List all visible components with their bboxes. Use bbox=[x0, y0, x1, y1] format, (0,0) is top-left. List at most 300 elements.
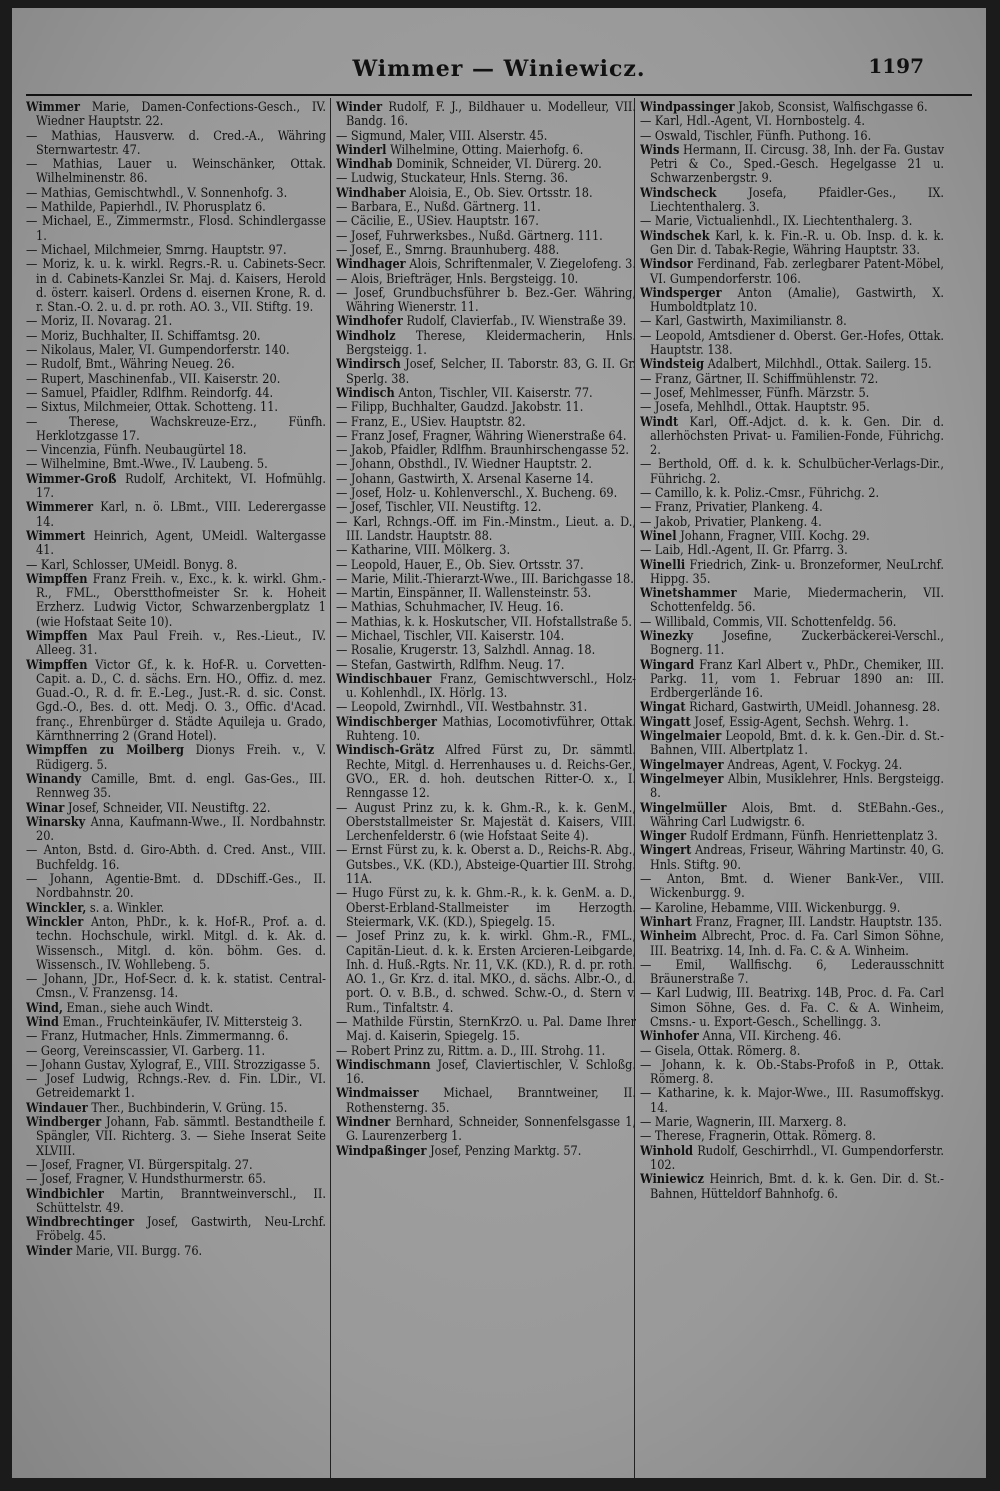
entry-text: — Rosalie, Krugerstr. 13, Salzhdl. Annag. 18. bbox=[336, 642, 596, 658]
entry-text: — Mathias, k. k. Hoskutscher, VII. Hofstallstraße 5. bbox=[336, 613, 633, 629]
entry-surname: Windischmann bbox=[336, 1056, 431, 1072]
directory-entry bbox=[26, 558, 326, 572]
directory-entry bbox=[26, 472, 326, 501]
entry-text: Hermann, II. Circusg. 38, Inh. der Fa. Gustav Petri & Co., Sped.-Gesch. Hegelgasse 21 u. Schwarzenbergstr. 9. bbox=[650, 141, 944, 186]
entry-text: Therese, Kleidermacherin, Hnls. Bergsteigg. 1. bbox=[346, 327, 636, 358]
entry-text: — Oswald, Tischler, Fünfh. Puthong. 16. bbox=[640, 127, 872, 143]
directory-entry bbox=[336, 257, 636, 271]
directory-entry bbox=[640, 529, 944, 543]
directory-entry bbox=[640, 1044, 944, 1058]
directory-entry bbox=[640, 872, 944, 901]
entry-text: Eman., siehe auch Windt. bbox=[66, 999, 214, 1015]
entry-text: Wilhelmine, Otting. Maierhofg. 6. bbox=[390, 141, 584, 157]
directory-entry bbox=[640, 801, 944, 830]
entry-text: — Leopold, Zwirnhdl., VII. Westbahnstr. 31. bbox=[336, 699, 588, 715]
entry-text: — Johann, Obsthdl., IV. Wiedner Hauptstr. 2. bbox=[336, 456, 592, 472]
directory-entry bbox=[336, 558, 636, 572]
directory-entry bbox=[336, 429, 636, 443]
directory-entry bbox=[336, 157, 636, 171]
entry-surname: Windisch bbox=[336, 384, 395, 400]
entry-surname: Wind, bbox=[26, 999, 63, 1015]
entry-text: — Johann, Agentie-Bmt. d. DDschiff.-Ges., II. Nordbahnstr. 20. bbox=[26, 871, 326, 901]
entry-surname: Windpaßinger bbox=[336, 1142, 427, 1158]
directory-entry bbox=[26, 186, 326, 200]
entry-text: — Gisela, Ottak. Römerg. 8. bbox=[640, 1042, 801, 1058]
directory-page bbox=[12, 8, 986, 1478]
entry-surname: Wimmer bbox=[26, 100, 80, 114]
entry-surname: Winarsky bbox=[26, 813, 86, 829]
entry-text: Johann, Fab. sämmtl. Bestandtheile f. Spängler, VII. Richterg. 3. — Siehe Inserat Seite XLVIII. bbox=[36, 1114, 326, 1158]
directory-entry bbox=[26, 415, 326, 444]
entry-text: Leopold, Bmt. d. k. k. Gen.-Dir. d. St.-Bahnen, VIII. Albertplatz 1. bbox=[650, 728, 944, 758]
directory-entry bbox=[336, 1144, 636, 1158]
directory-entry bbox=[336, 801, 636, 844]
entry-surname: Wingelmeyer bbox=[640, 770, 724, 786]
column-2 bbox=[336, 100, 636, 1475]
directory-entry bbox=[26, 100, 326, 129]
entry-text: Andreas, Friseur, Währing Martinstr. 40, G. Hnls. Stiftg. 90. bbox=[650, 842, 944, 872]
directory-entry bbox=[26, 1029, 326, 1043]
entry-text: — Franz, Gärtner, II. Schiffmühlenstr. 72. bbox=[640, 370, 879, 386]
entry-text: Rudolf Erdmann, Fünfh. Henriettenplatz 3. bbox=[689, 828, 938, 844]
entry-text: — Filipp, Buchhalter, Gaudzd. Jakobstr. 11. bbox=[336, 399, 584, 415]
entry-text: — Mathilde, Papierhdl., IV. Phorusplatz 6. bbox=[26, 199, 266, 215]
entry-text: Rudolf, Architekt, VI. Hofmühlg. 17. bbox=[36, 470, 326, 501]
entry-text: — Johann, Gastwirth, X. Arsenal Kaserne 14. bbox=[336, 470, 594, 486]
directory-entry bbox=[336, 329, 636, 358]
entry-surname: Winhart bbox=[640, 913, 692, 929]
directory-entry bbox=[336, 286, 636, 315]
column-1 bbox=[26, 100, 326, 1475]
directory-entry bbox=[336, 629, 636, 643]
directory-entry bbox=[336, 229, 636, 243]
entry-text: Heinrich, Bmt. d. k. k. Gen. Dir. d. St.-Bahnen, Hütteldorf Bahnhofg. 6. bbox=[650, 1171, 944, 1201]
entry-text: — Camillo, k. k. Poliz.-Cmsr., Führichg. 2. bbox=[640, 485, 880, 501]
entry-text: — Josef Prinz zu, k. k. wirkl. Ghm.-R., FML., Capitän-Lieut. d. k. k. Ersten Arcieren-Leibgarde, Inh. d. Huß.-Rgts. Nr. 11, V.K. (KD.), R. d. pr. roth. AO. 1., Gr. Krz. d. ital. MKO., d. sächs. Albr.-O., d. port. O. v. B.B., d. schwed. Schw.-O., d. Stern v. Rum., Tinfaltstr. 4. bbox=[336, 928, 636, 1015]
directory-entry bbox=[640, 457, 944, 486]
directory-entry bbox=[26, 214, 326, 243]
directory-entry bbox=[336, 1058, 636, 1087]
entry-text: — Vincenzia, Fünfh. Neubaugürtel 18. bbox=[26, 442, 247, 458]
entry-surname: Windhab bbox=[336, 156, 393, 172]
entry-surname: Wind bbox=[26, 1014, 59, 1029]
entry-surname: Windhaber bbox=[336, 184, 406, 200]
directory-entry bbox=[640, 843, 944, 872]
entry-surname: Wingelmaier bbox=[640, 728, 722, 744]
directory-entry bbox=[26, 629, 326, 658]
directory-entry bbox=[640, 129, 944, 143]
directory-entry bbox=[26, 1244, 326, 1258]
directory-entry bbox=[336, 457, 636, 471]
entry-text: Friedrich, Zink- u. Bronzeformer, NeuLrchf. Hippg. 35. bbox=[650, 556, 944, 586]
entry-text: — Karl, Gastwirth, Maximilianstr. 8. bbox=[640, 313, 847, 329]
directory-entry bbox=[640, 500, 944, 514]
directory-entry bbox=[336, 314, 636, 328]
entry-text: Rudolf, Clavierfab., IV. Wienstraße 39. bbox=[406, 313, 627, 329]
entry-text: — Anton, Bmt. d. Wiener Bank-Ver., VIII. Wickenburgg. 9. bbox=[640, 871, 944, 901]
entry-text: — Cäcilie, E., USiev. Hauptstr. 167. bbox=[336, 213, 539, 229]
entry-text: Albin, Musiklehrer, Hnls. Bergsteigg. 8. bbox=[650, 770, 944, 801]
directory-entry bbox=[336, 700, 636, 714]
directory-entry bbox=[26, 901, 326, 915]
entry-surname: Windauer bbox=[26, 1099, 88, 1115]
entry-text: Aloisia, E., Ob. Siev. Ortsstr. 18. bbox=[409, 184, 593, 200]
directory-entry bbox=[26, 1101, 326, 1115]
entry-text: — Ernst Fürst zu, k. k. Oberst a. D., Reichs-R. Abg., Gutsbes., V.K. (KD.), Absteige-Quartier III. Strohg. 11A. bbox=[336, 842, 636, 887]
entry-text: Dominik, Schneider, VI. Dürerg. 20. bbox=[396, 156, 602, 172]
directory-entry bbox=[640, 658, 944, 701]
entry-text: — Marie, Wagnerin, III. Marxerg. 8. bbox=[640, 1114, 847, 1130]
entry-text: — Josef, E., Smrng. Braunhuberg. 488. bbox=[336, 241, 560, 257]
entry-surname: Wingert bbox=[640, 842, 692, 858]
entry-text: Victor Gf., k. k. Hof-R. u. Corvetten-Capit. a. D., C. d. sächs. Ern. HO., Offiz. d. mez. Guad.-O., R. d. fr. E.-Leg., Just.-R. d. sic. Const. Ggd.-O., Bes. d. ott. Medj. O. 3., Offic. d'Acad. franç., Ehrenbürger d. Städte Aquileja u. Grado, Kärnthnerring 2 (Grand Hotel). bbox=[36, 656, 326, 744]
directory-entry bbox=[26, 343, 326, 357]
directory-entry bbox=[336, 643, 636, 657]
entry-surname: Wimpffen bbox=[26, 627, 88, 643]
entry-text: Rudolf, F. J., Bildhauer u. Modelleur, VII. Bandg. 16. bbox=[346, 100, 636, 129]
column-3 bbox=[640, 100, 944, 1475]
entry-surname: Windsor bbox=[640, 256, 693, 272]
directory-entry bbox=[640, 700, 944, 714]
entry-text: Josef, Schneider, VII. Neustiftg. 22. bbox=[67, 799, 271, 815]
directory-entry bbox=[26, 801, 326, 815]
entry-text: — Therese, Fragnerin, Ottak. Römerg. 8. bbox=[640, 1128, 876, 1144]
entry-text: Heinrich, Agent, UMeidl. Waltergasse 41. bbox=[36, 527, 326, 558]
directory-entry bbox=[26, 1158, 326, 1172]
directory-entry bbox=[26, 386, 326, 400]
directory-entry bbox=[26, 329, 326, 343]
directory-entry bbox=[640, 415, 944, 458]
entry-text: Josefine, Zuckerbäckerei-Verschl., Bognerg. 11. bbox=[650, 627, 944, 658]
directory-entry bbox=[640, 1029, 944, 1043]
entry-surname: Winckler, bbox=[26, 899, 87, 915]
directory-entry bbox=[640, 372, 944, 386]
entry-surname: Windschek bbox=[640, 227, 710, 243]
entry-text: Josef, Gastwirth, Neu-Lrchf. Fröbelg. 45. bbox=[36, 1214, 326, 1244]
entry-text: — Martin, Einspänner, II. Wallensteinstr. 53. bbox=[336, 585, 592, 601]
entry-text: — Johann, JDr., Hof-Secr. d. k. k. statist. Central-Cmsn., V. Franzensg. 14. bbox=[26, 971, 326, 1001]
entry-text: — Josef, Fuhrwerksbes., Nußd. Gärtnerg. 111. bbox=[336, 227, 603, 243]
entry-surname: Windhager bbox=[336, 256, 406, 272]
directory-entry bbox=[640, 615, 944, 629]
directory-entry bbox=[640, 958, 944, 987]
directory-entry bbox=[26, 1172, 326, 1186]
directory-entry bbox=[336, 715, 636, 744]
entry-text: — Franz Josef, Fragner, Währing Wienerstraße 64. bbox=[336, 427, 627, 443]
entry-surname: Windirsch bbox=[336, 356, 401, 372]
entry-text: — Johann Gustav, Xylograf, E., VIII. Strozzigasse 5. bbox=[26, 1056, 321, 1072]
directory-entry bbox=[26, 1015, 326, 1029]
entry-surname: Wimmert bbox=[26, 527, 86, 543]
column-divider bbox=[330, 98, 331, 1478]
directory-entry bbox=[640, 986, 944, 1029]
entry-text: Marie, VII. Burgg. 76. bbox=[75, 1242, 203, 1258]
directory-entry bbox=[336, 100, 636, 129]
entry-surname: Windner bbox=[336, 1114, 391, 1130]
directory-entry bbox=[640, 400, 944, 414]
directory-entry bbox=[26, 572, 326, 629]
entry-surname: Winckler bbox=[26, 913, 84, 929]
directory-entry bbox=[26, 500, 326, 529]
entry-text: Karl, Off.-Adjct. d. k. k. Gen. Dir. d. allerhöchsten Privat- u. Familien-Fonde, Führichg. 2. bbox=[650, 413, 944, 458]
entry-text: — Marie, Victualienhdl., IX. Liechtenthalerg. 3. bbox=[640, 213, 913, 229]
entry-surname: Winel bbox=[640, 527, 677, 543]
entry-text: — Franz, Privatier, Plankeng. 4. bbox=[640, 499, 823, 515]
entry-surname: Windmaisser bbox=[336, 1085, 419, 1101]
directory-entry bbox=[640, 286, 944, 315]
entry-text: — Moriz, k. u. k. wirkl. Regrs.-R. u. Cabinets-Secr. in d. Cabinets-Kanzlei Sr. Maj. d. Kaisers, Herold d. österr. kaiserl. Ordens d. eisernen Krone, R. d. r. Stan.-O. 2. u. d. pr. roth. AO. 3., VII. Stiftg. 19. bbox=[26, 256, 326, 315]
entry-text: Martin, Branntweinverschl., II. Schüttelstr. 49. bbox=[36, 1185, 326, 1215]
entry-text: Adalbert, Milchhdl., Ottak. Sailerg. 15. bbox=[707, 356, 932, 372]
entry-text: — Jakob, Privatier, Plankeng. 4. bbox=[640, 513, 822, 529]
entry-text: — Mathias, Hausverw. d. Cred.-A., Währing Sternwartestr. 47. bbox=[26, 127, 326, 157]
directory-entry bbox=[640, 257, 944, 286]
page-header bbox=[12, 46, 986, 86]
entry-surname: Winderl bbox=[336, 141, 387, 157]
entry-text: — Josef, Holz- u. Kohlenverschl., X. Bucheng. 69. bbox=[336, 485, 618, 501]
directory-entry bbox=[336, 500, 636, 514]
entry-text: Ferdinand, Fab. zerlegbarer Patent-Möbel, VI. Gumpendorferstr. 106. bbox=[650, 256, 944, 286]
entry-text: — Wilhelmine, Bmt.-Wwe., IV. Laubeng. 5. bbox=[26, 456, 268, 472]
entry-text: Alfred Fürst zu, Dr. sämmtl. Rechte, Mitgl. d. Herrenhauses u. d. Reichs-Ger., GVO., ER. d. hoh. deutschen Ritter-O. x., I. Renngasse 12. bbox=[346, 742, 636, 801]
directory-entry bbox=[336, 886, 636, 929]
entry-surname: Wimpffen zu Moilberg bbox=[26, 742, 184, 758]
directory-entry bbox=[640, 357, 944, 371]
entry-surname: Winezky bbox=[640, 627, 694, 643]
directory-entry bbox=[26, 972, 326, 1001]
directory-entry bbox=[26, 457, 326, 471]
entry-surname: Wingelmayer bbox=[640, 756, 724, 772]
entry-text: Michael, Branntweiner, II. Rothensterng. 35. bbox=[346, 1085, 636, 1115]
entry-text: Dionys Freih. v., V. Rüdigerg. 5. bbox=[36, 742, 326, 772]
entry-surname: Winelli bbox=[640, 556, 686, 572]
entry-text: Marie, Damen-Confections-Gesch., IV. Wiedner Hauptstr. 22. bbox=[36, 100, 326, 129]
directory-entry bbox=[336, 1115, 636, 1144]
entry-text: Camille, Bmt. d. engl. Gas-Ges., III. Rennweg 35. bbox=[36, 770, 326, 801]
entry-surname: Winandy bbox=[26, 770, 82, 786]
entry-text: Alois, Bmt. d. StEBahn.-Ges., Währing Carl Ludwigstr. 6. bbox=[650, 799, 944, 829]
directory-entry bbox=[336, 929, 636, 1015]
directory-entry bbox=[26, 1001, 326, 1015]
entry-surname: Windsteig bbox=[640, 356, 705, 372]
directory-entry bbox=[640, 486, 944, 500]
entry-text: Karl, n. ö. LBmt., VIII. Lederergasse 14. bbox=[36, 499, 326, 529]
entry-surname: Winger bbox=[640, 828, 687, 844]
entry-surname: Wingelmüller bbox=[640, 799, 727, 815]
entry-text: — Hugo Fürst zu, k. k. Ghm.-R., k. k. GenM. a. D., Oberst-Erbland-Stallmeister im Herzogth. Steiermark, V.K. (KD.), Spiegelg. 15. bbox=[336, 885, 636, 929]
entry-surname: Windsperger bbox=[640, 284, 722, 300]
directory-entry bbox=[336, 658, 636, 672]
directory-entry bbox=[336, 415, 636, 429]
entry-surname: Winder bbox=[336, 100, 383, 114]
directory-entry bbox=[26, 443, 326, 457]
directory-entry bbox=[640, 558, 944, 587]
entry-surname: Windbrechtinger bbox=[26, 1214, 135, 1230]
directory-entry bbox=[640, 772, 944, 801]
directory-entry bbox=[640, 915, 944, 929]
entry-surname: Windischberger bbox=[336, 713, 437, 729]
directory-entry bbox=[640, 901, 944, 915]
entry-text: Bernhard, Schneider, Sonnenfelsgasse 1, G. Laurenzerberg 1. bbox=[346, 1114, 636, 1144]
directory-entry bbox=[336, 615, 636, 629]
directory-entry bbox=[640, 1129, 944, 1143]
entry-surname: Wingard bbox=[640, 656, 695, 672]
entry-text: — Moriz, II. Novarag. 21. bbox=[26, 313, 173, 329]
entry-text: — Franz, E., USiev. Hauptstr. 82. bbox=[336, 413, 526, 429]
directory-entry bbox=[336, 743, 636, 800]
entry-text: Josef, Penzing Marktg. 57. bbox=[430, 1142, 582, 1158]
entry-surname: Winds bbox=[640, 141, 680, 157]
entry-text: — Josef, Mehlmesser, Fünfh. Märzstr. 5. bbox=[640, 384, 870, 400]
entry-text: — Karoline, Hebamme, VIII. Wickenburgg. 9. bbox=[640, 899, 901, 915]
directory-entry bbox=[336, 586, 636, 600]
entry-text: — Katharine, k. k. Major-Wwe., III. Rasumoffskyg. 14. bbox=[640, 1085, 944, 1115]
entry-text: — Michael, Milchmeier, Smrng. Hauptstr. 97. bbox=[26, 241, 287, 257]
directory-entry bbox=[26, 257, 326, 314]
entry-text: — Laib, Hdl.-Agent, II. Gr. Pfarrg. 3. bbox=[640, 542, 848, 558]
directory-entry bbox=[640, 758, 944, 772]
entry-text: — Nikolaus, Maler, VI. Gumpendorferstr. 140. bbox=[26, 342, 290, 358]
entry-surname: Winetshammer bbox=[640, 585, 737, 601]
directory-entry bbox=[26, 129, 326, 158]
entry-text: — Stefan, Gastwirth, Rdlfhm. Neug. 17. bbox=[336, 656, 565, 672]
entry-surname: Winhold bbox=[640, 1142, 694, 1158]
entry-text: — Anton, Bstd. d. Giro-Abth. d. Cred. Anst., VIII. Buchfeldg. 16. bbox=[26, 842, 326, 872]
entry-text: — Jakob, Pfaidler, Rdlfhm. Braunhirschengasse 52. bbox=[336, 442, 630, 458]
entry-surname: Winar bbox=[26, 799, 65, 815]
directory-entry bbox=[640, 143, 944, 186]
directory-entry bbox=[640, 586, 944, 615]
entry-text: Eman., Fruchteinkäufer, IV. Mittersteig 3. bbox=[62, 1014, 303, 1029]
directory-entry bbox=[640, 929, 944, 958]
directory-entry bbox=[640, 100, 944, 114]
entry-surname: Wimpffen bbox=[26, 570, 88, 586]
entry-text: Johann, Fragner, VIII. Kochg. 29. bbox=[680, 527, 870, 543]
directory-entry bbox=[640, 329, 944, 358]
entry-text: Franz, Fragner, III. Landstr. Hauptstr. 135. bbox=[695, 913, 943, 929]
directory-entry bbox=[26, 1072, 326, 1101]
directory-entry bbox=[26, 357, 326, 371]
directory-entry bbox=[640, 715, 944, 729]
directory-entry bbox=[640, 114, 944, 128]
entry-text: — Samuel, Pfaidler, Rdlfhm. Reindorfg. 44. bbox=[26, 384, 274, 400]
entry-text: — Michael, Tischler, VII. Kaiserstr. 104. bbox=[336, 627, 565, 643]
entry-text: — Karl Ludwig, III. Beatrixg. 14B, Proc. d. Fa. Carl Simon Söhne, Ges. d. Fa. C. & A. Winheim, Cmsns.- u. Export-Gesch., Schellingg. 3. bbox=[640, 985, 944, 1029]
entry-text: Mathias, Locomotivführer, Ottak. Ruhteng. 10. bbox=[346, 713, 636, 744]
entry-surname: Windhofer bbox=[336, 313, 403, 329]
directory-entry bbox=[336, 486, 636, 500]
directory-entry bbox=[26, 1187, 326, 1216]
directory-entry bbox=[336, 400, 636, 414]
directory-entry bbox=[336, 515, 636, 544]
directory-entry bbox=[26, 872, 326, 901]
directory-entry bbox=[336, 243, 636, 257]
entry-surname: Windberger bbox=[26, 1114, 102, 1130]
entry-text: Richard, Gastwirth, UMeidl. Johannesg. 28. bbox=[689, 699, 941, 715]
directory-entry bbox=[640, 829, 944, 843]
entry-text: — Barbara, E., Nußd. Gärtnerg. 11. bbox=[336, 199, 541, 215]
directory-entry bbox=[640, 186, 944, 215]
entry-text: Jakob, Sconsist, Walfischgasse 6. bbox=[738, 100, 928, 114]
entry-text: — Josef, Tischler, VII. Neustiftg. 12. bbox=[336, 499, 542, 515]
entry-text: — Georg, Vereinscassier, VI. Garberg. 11. bbox=[26, 1042, 266, 1058]
entry-surname: Wimmerer bbox=[26, 499, 94, 515]
directory-entry bbox=[26, 843, 326, 872]
entry-text: — Alois, Briefträger, Hnls. Bergsteigg. 10. bbox=[336, 270, 579, 286]
directory-entry bbox=[26, 915, 326, 972]
directory-entry bbox=[26, 815, 326, 844]
entry-text: Anna, VII. Kircheng. 46. bbox=[702, 1028, 842, 1044]
directory-entry bbox=[640, 729, 944, 758]
directory-entry bbox=[336, 472, 636, 486]
directory-entry bbox=[336, 357, 636, 386]
directory-entry bbox=[640, 214, 944, 228]
page-number: 1197 bbox=[868, 54, 924, 78]
directory-entry bbox=[26, 372, 326, 386]
directory-entry bbox=[26, 1115, 326, 1158]
entry-surname: Winiewicz bbox=[640, 1171, 704, 1187]
directory-entry bbox=[26, 529, 326, 558]
entry-text: Anna, Kaufmann-Wwe., II. Nordbahnstr. 20. bbox=[36, 813, 326, 844]
entry-text: s. a. Winkler. bbox=[89, 899, 165, 915]
directory-entry bbox=[336, 543, 636, 557]
entry-surname: Wingat bbox=[640, 699, 686, 715]
entry-text: — Ludwig, Stuckateur, Hnls. Sterng. 36. bbox=[336, 170, 569, 186]
directory-entry bbox=[336, 843, 636, 886]
entry-text: — Josef, Grundbuchsführer b. Bez.-Ger. Währing, Währing Wienerstr. 11. bbox=[336, 284, 636, 315]
entry-surname: Windischbauer bbox=[336, 670, 432, 686]
directory-entry bbox=[640, 1144, 944, 1173]
entry-text: — August Prinz zu, k. k. Ghm.-R., k. k. GenM., Oberststallmeister Sr. Majestät d. Kaisers, VIII. Lerchenfelderstr. 6 (wie Hofstaat Seite 4). bbox=[336, 799, 636, 844]
directory-entry bbox=[336, 200, 636, 214]
entry-text: — Marie, Milit.-Thierarzt-Wwe., III. Barichgasse 18. bbox=[336, 570, 634, 586]
entry-text: Karl, k. k. Fin.-R. u. Ob. Insp. d. k. k. Gen Dir. d. Tabak-Regie, Währing Hauptstr. 33. bbox=[650, 227, 944, 257]
entry-text: — Karl, Rchngs.-Off. im Fin.-Minstm., Lieut. a. D., III. Landstr. Hauptstr. 88. bbox=[336, 513, 636, 543]
directory-entry bbox=[26, 1215, 326, 1244]
directory-entry bbox=[336, 143, 636, 157]
entry-text: Rudolf, Geschirrhdl., VI. Gumpendorferstr. 102. bbox=[650, 1142, 944, 1172]
directory-entry bbox=[336, 171, 636, 185]
entry-text: Franz Karl Albert v., PhDr., Chemiker, III. Parkg. 11, vom 1. Februar 1890 an: III. Erdbergerlände 16. bbox=[650, 656, 944, 701]
entry-text: — Franz, Hutmacher, Hnls. Zimmermanng. 6. bbox=[26, 1028, 289, 1044]
entry-text: — Mathilde Fürstin, SternKrzO. u. Pal. Dame Ihrer Maj. d. Kaiserin, Spiegelg. 15. bbox=[336, 1014, 636, 1044]
entry-text: Josef, Claviertischler, V. Schloßg. 16. bbox=[346, 1056, 636, 1087]
directory-entry bbox=[640, 229, 944, 258]
entry-text: — Emil, Wallfischg. 6, Lederausschnitt Bräunerstraße 7. bbox=[640, 956, 944, 987]
entry-text: — Leopold, Amtsdiener d. Oberst. Ger.-Hofes, Ottak. Hauptstr. 138. bbox=[640, 327, 944, 358]
entry-surname: Winheim bbox=[640, 928, 697, 944]
entry-text: — Mathias, Schuhmacher, IV. Heug. 16. bbox=[336, 599, 564, 615]
directory-entry bbox=[336, 1044, 636, 1058]
directory-entry bbox=[26, 400, 326, 414]
entry-text: — Rudolf, Bmt., Währing Neueg. 26. bbox=[26, 356, 235, 372]
running-title: Wimmer — Winiewicz. bbox=[352, 56, 646, 82]
directory-entry bbox=[26, 314, 326, 328]
directory-entry bbox=[640, 629, 944, 658]
directory-entry bbox=[336, 1086, 636, 1115]
entry-text: Alois, Schriftenmaler, V. Ziegelofeng. 3. bbox=[409, 256, 636, 272]
entry-text: — Johann, k. k. Ob.-Stabs-Profoß in P., Ottak. Römerg. 8. bbox=[640, 1056, 944, 1087]
directory-entry bbox=[640, 1115, 944, 1129]
entry-text: — Moriz, Buchhalter, II. Schiffamtsg. 20. bbox=[26, 327, 261, 343]
directory-entry bbox=[640, 386, 944, 400]
directory-entry bbox=[640, 515, 944, 529]
directory-entry bbox=[640, 1058, 944, 1087]
directory-entry bbox=[336, 672, 636, 701]
directory-entry bbox=[336, 272, 636, 286]
entry-surname: Wimmer-Groß bbox=[26, 470, 117, 486]
entry-text: Franz, Gemischtwverschl., Holz- u. Kohlenhdl., IX. Hörlg. 13. bbox=[346, 670, 636, 701]
